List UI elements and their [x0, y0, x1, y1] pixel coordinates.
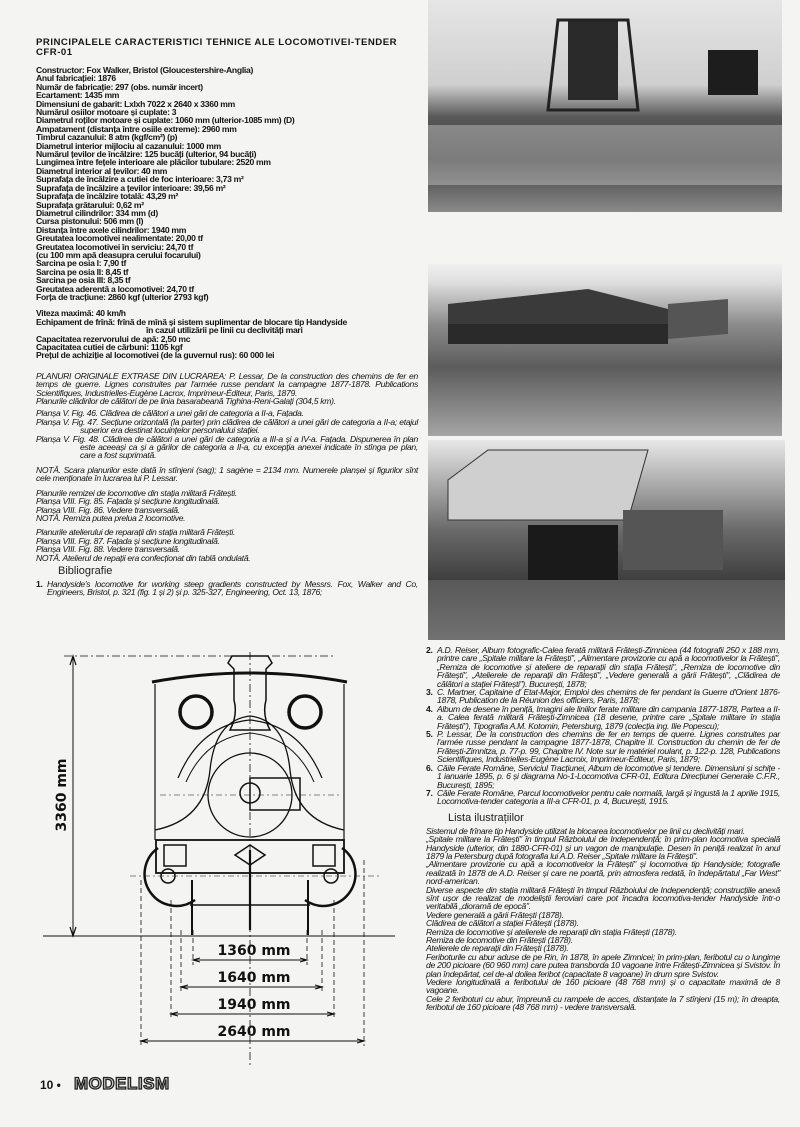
locomotive-front-drawing: [0, 640, 420, 1080]
spec-brake-cont: în cazul utilizării pe linii cu declivități mari: [146, 325, 303, 336]
illustration-caption: „Alimentare provizorie cu apă a locomotivelor la Frătești" și locomotiva tip Handyside; fotografie realizată în 1878 de A.D. Reiser și care ne poartă, prin atmosfera redată, în îndepărtatul „Far West" nord-american.: [426, 859, 780, 887]
spec-coal: Capacitatea cutiei de cărbuni: 1105 kgf: [36, 342, 183, 352]
bibliography-item: 2. A.D. Reiser, Album fotografic-Calea ferată militară Frătești-Zimnicea (44 fotografii 250 x 188 mm, printre care „Spitale militare la Frătești", „Alimentare provizorie cu apă a locomotivelor la Frătești", „Remiza de locomotive și ateliere de reparații din stația Frătești", „Remiza de locomotive din Frătești", „Atelierele de reparații din Frătești", „Vedere generală a gării Frătești", „Clădirea de călători a stației Frătești"). București, 1878;: [426, 645, 780, 689]
remiza-line: Planurile remizei de locomotive din stația militară Frătești.: [36, 487, 237, 498]
spec-brake: Echipament de frînă: frînă de mînă și sistem suplimentar de blocare tip Handyside: [36, 316, 347, 327]
spec-line: Greutatea locomotivei nealimentate: 20,00 tf: [36, 233, 203, 244]
spec-line: Număr de fabricație: 297 (obs. număr incert): [36, 81, 203, 92]
plans-note: NOTĂ. Scara planurilor este dată în stînjeni (sag); 1 sagène = 2134 mm. Numerele planșei și figurilor sînt cele menționate în lucrarea lui P. Lessar.: [36, 464, 418, 484]
bibliography-item: 5. P. Lessar, De la construction des chemins de fer en temps de querre. Lignes construites par l'armée russe pendant la campagne 1877-1878, Chapitre II. Construction du chemin de fer de Frătești-Zimnitza, p. 77-p. 99, Chapitre IV. Note sur le matériel roulant, p. 122-p. 128, Publications Scientifiques, Industrielles-Eugène Lacroix, Imprimeur-Éditeur, Paris, 1879;: [426, 729, 780, 765]
atelier-line: Planșa VIII. Fig. 87. Fațada și secțiune longitudinală.: [36, 535, 220, 546]
height-dimension-label: 3360 mm: [54, 758, 70, 832]
spec-line: Distanța între axele cilindrilor: 1940 mm: [36, 224, 187, 235]
atelier-line: Planșa VIII. Fig. 88. Vedere transversală.: [36, 544, 180, 555]
bibliography-heading: Bibliografie: [58, 564, 113, 577]
photo-fratesti-hospital: [428, 440, 785, 640]
illustration-caption: Vedere generală a gării Frătești (1878).: [426, 909, 564, 920]
bibliography-continued: [426, 646, 780, 806]
illustration-caption: Diverse aspecte din stația militară Frătești în timpul Războiului de Independență; construcțiile anexă sînt ușor de realizat de modeliștii feroviari care pot încadra locomotiva-tender Handyside într-o veritabilă „dioramă de epocă".: [426, 884, 780, 912]
bibliography-item: 7. Căile Ferate Române, Parcul locomotivelor pentru cale normală, largă și îngustă la 1 aprilie 1915, Locomotiva-tender categoria a III-a CFR-01, p. 4, București, 1915.: [426, 787, 780, 807]
illustration-caption: Atelierele de reparații din Frătești (1878).: [426, 943, 569, 954]
illustration-caption: Feriboturile cu abur aduse de pe Rin, în 1878, în apele Zimnicei; în prim-plan, feribotul cu o lungime de 200 picioare (60 960 mm) care putea transborda 10 vagoane între Frătești-Zimnicea și Svistov. În plan îndepărtat, cel de-al doilea feribot (capacitate 8 vagoane) în drum spre Svistov.: [426, 951, 780, 979]
spec-line: Numărul osiilor motoare și cuplate: 3: [36, 107, 177, 118]
illustration-caption: Remiza de locomotive din Frătești (1878).: [426, 935, 573, 945]
dimension-label: 1640 mm: [217, 970, 291, 986]
dimension-label: 2640 mm: [217, 1024, 291, 1040]
illustration-caption: Cele 2 feriboturi cu abur, împreună cu rampele de acces, distanțate la 7 stînjeni (15 m); în dreapta, feribotul de 160 picioare (48 768 mm) - vedere transversală.: [426, 993, 780, 1013]
plans-fig46: Planșa V. Fig. 46. Clădirea de călători a unei gări de categoria a II-a, Fațada.: [36, 408, 304, 419]
spec-line: Suprafața grătarului: 0,62 m²: [36, 199, 144, 210]
illustration-caption: „Spitale militare la Frătești" în timpul Războiului de Independență; în prim-plan locomotiva specială Handyside (ulterior, din 1880-CFR-01) și un vagon de manipulație. Desen în peniță realizat în anul 1879 la Petersburg după fotografia lui A.D. Reiser „Spitale militare la Frătești".: [426, 834, 780, 861]
spec-line: Lungimea între fețele interioare ale plăcilor tubulare: 2520 mm: [36, 157, 271, 168]
spec-line: Diametrul cilindrilor: 334 mm (d): [36, 207, 158, 218]
remiza-line: NOTĂ. Remiza putea prelua 2 locomotive.: [36, 512, 186, 523]
water-tower-scene-image: [428, 0, 782, 212]
remiza-line: Planșa VIII. Fig. 86. Vedere transversală.: [36, 504, 180, 515]
spec-line: Diametrul roților motoare și cuplate: 1060 mm (ulterior-1085 mm) (D): [36, 115, 295, 126]
plans-fig47: Planșa V. Fig. 47. Secțiune orizontală (la parter) prin clădirea de călători a unei gări de categoria a II-a; etajul superior era destinat locuințelor personalului stației.: [36, 416, 418, 436]
illustration-caption: Sistemul de frînare tip Handyside utilizat la blocarea locomotivelor pe linii cu declivități mari.: [426, 825, 745, 836]
specs-title: PRINCIPALELE CARACTERISTICI TEHNICE ALE LOCOMOTIVEI-TENDER CFR-01: [36, 37, 398, 58]
cab-roof: [152, 673, 347, 682]
cab-window-left: [180, 696, 212, 728]
spec-line: Diametrul interior al țevilor: 40 mm: [36, 165, 168, 176]
bibliography-item: 3. C. Martner, Capitaine d' Etat-Major, Emploi des chemins de fer pendant la Guerre d'Orient 1876-1878, Publication de la Réunion des officiers, Paris, 1878;: [426, 687, 780, 706]
atelier-line: Planurile atelierului de reparații din stația militară Frătești.: [36, 527, 236, 538]
plans-intro: PLANURI ORIGINALE EXTRASE DIN LUCRAREA: P. Lessar, De la construction des chemins de fer en temps de guerre. Lignes construites par l'armée russe pendant la campagne 1877-1878. Publications Scientifiques, Industrielles-Eugène Lacrox, Imprimeur-Éditeur, Paris, 1879.: [36, 370, 418, 398]
right-column: [426, 646, 780, 1012]
plans-section: [36, 372, 418, 562]
remiza-line: Planșa VIII. Fig. 85. Fațada și secțiune longitudinală.: [36, 496, 220, 507]
spec-line: Greutatea locomotivei în serviciu: 24,70 tf: [36, 241, 194, 252]
spec-speed: Viteza maximă: 40 km/h: [36, 308, 126, 319]
spec-line: Timbrul cazanului: 8 atm (kgf/cm²) (p): [36, 132, 178, 143]
spec-price: Prețul de achiziție al locomotivei (de la guvernul rus): 60 000 lei: [36, 350, 275, 361]
magazine-logo: MODELISM: [74, 1074, 170, 1093]
dimension-label: 1940 mm: [217, 997, 291, 1013]
atelier-line: NOTĂ. Atelierul de repații era confecționat din tablă ondulată.: [36, 552, 251, 563]
spec-line: Suprafața de încălzire totală: 43,29 m²: [36, 191, 179, 202]
shed-scene-image: [428, 264, 782, 436]
bibliography-item: 4. Album de desene în peniță, Imagini ale liniilor ferate militare din campania 1877-1878, Partea a II-a. Calea ferată militară Frătești-Zimnicea (18 desene, printre care „Spitale militare în stația Frătești"), Tipografia A.M. Kotomin, Petersburg, 1879 (colecția ing. Ilie Popescu);: [426, 703, 780, 731]
wheel-left: [145, 848, 195, 906]
illustrations-heading: Lista ilustrațiilor: [448, 811, 524, 824]
photo-water-tower: [428, 0, 782, 212]
spec-line: Suprafața de încălzire a țevilor interioare: 39,56 m²: [36, 182, 226, 193]
spec-line: Greutatea aderentă a locomotivei: 24,70 tf: [36, 283, 194, 294]
spec-line: (cu 100 mm apă deasupra cerului focarului): [36, 249, 201, 260]
illustration-caption: Clădirea de călători a stației Frătești (1878).: [426, 918, 579, 929]
spec-line: Ampatament (distanța între osiile extreme): 2960 mm: [36, 123, 237, 134]
cab-window-right: [289, 696, 321, 728]
spec-line: Forța de tracțiune: 2860 kgf (ulterior 2793 kgf): [36, 291, 209, 302]
photo-locomotive-shed: [428, 264, 782, 436]
bibliography-item: 1. Handyside's locomotive for working steep gradients constructed by Messrs. Fox, Walker and Co, Engineers, Bristol, p. 321 (fig. 1 și 2) și p. 325-327, Engineering, Oct. 13, 1876;: [36, 578, 418, 598]
dimension-label: 1360 mm: [217, 943, 291, 959]
illustrations-list: [426, 827, 780, 1012]
spec-line: Ecartament: 1435 mm: [36, 90, 120, 101]
left-column: [36, 38, 418, 597]
spec-line: Sarcina pe osia III: 8,35 tf: [36, 275, 131, 286]
specs-extra: [36, 309, 418, 359]
plans-fig48: Planșa V. Fig. 48. Clădirea de călători a unei gări de categoria a III-a și a IV-a. Fațada. Dispunerea în plan este aceeași ca și a gărilor de categoria a II-a, cu excepția anexei indicate în stînga pe plan, care a fost suprimată.: [36, 433, 418, 461]
hospital-scene-image: [428, 440, 785, 640]
spec-line: Sarcina pe osia II: 8,45 tf: [36, 266, 129, 277]
plans-buildings: Planurile clădirilor de călători de pe linia basarabeană Tighina-Reni-Galați (304,5 km).: [36, 396, 336, 407]
bibliography-item: 6. Căile Ferate Române, Serviciul Tracțiunei, Album de locomotive și tendere. Dimensiuni și schițe - 1 ianuarie 1895, p. 6 și diagrama No-1-Locomotiva CFR-01, Editura Direcțiunei Generale C.F.R., București, 1895;: [426, 762, 780, 790]
illustration-caption: Remiza de locomotive și atelierele de reparații din stația Frătești (1878).: [426, 926, 677, 937]
illustration-caption: Vedere longitudinală a feribotului de 160 picioare (48 768 mm) și o capacitate maximă de 8 vagoane.: [426, 977, 780, 996]
spec-line: Diametrul interior mijlociu al cazanului: 1000 mm: [36, 140, 221, 151]
spec-water: Capacitatea rezervorului de apă: 2,50 mc: [36, 333, 191, 344]
spec-line: Cursa pistonului: 506 mm (l): [36, 216, 144, 227]
spec-line: Anul fabricației: 1876: [36, 73, 116, 84]
specs-list: [36, 66, 418, 301]
spec-line: Suprafața de încălzire a cutiei de foc interioare: 3,73 m²: [36, 174, 244, 185]
spec-line: Dimensiuni de gabarit: Lxlxh 7022 x 2640 x 3360 mm: [36, 98, 235, 109]
page-number: 10 •: [40, 1078, 61, 1092]
spec-line: Constructor: Fox Walker, Bristol (Gloucestershire-Anglia): [36, 65, 254, 75]
spec-line: Sarcina pe osia I: 7,90 tf: [36, 258, 127, 269]
spec-line: Numărul țevilor de încălzire: 125 bucăți (ulterior, 94 bucăți): [36, 149, 257, 160]
